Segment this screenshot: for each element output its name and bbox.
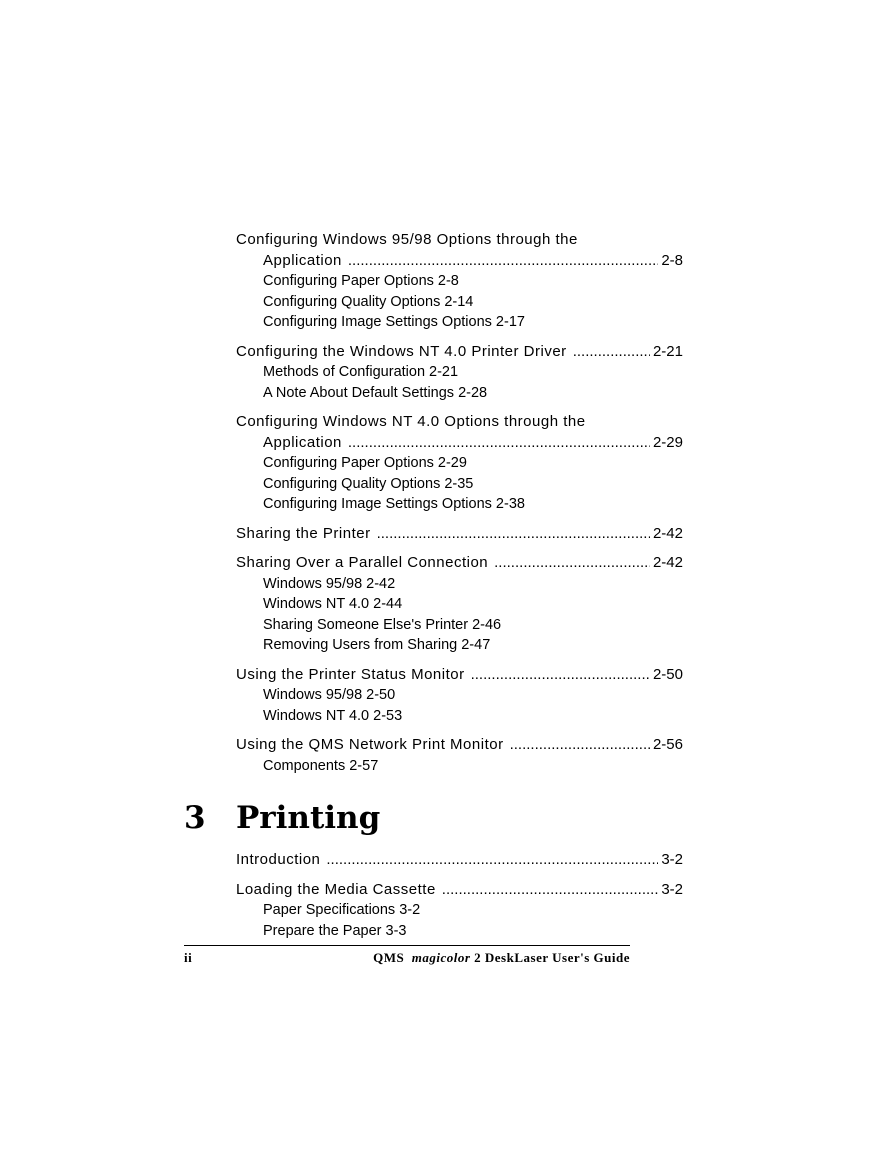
toc-entry-page: 2-50 [652,665,683,683]
toc-subentry: Prepare the Paper 3-3 [263,922,407,939]
toc-subentry: Configuring Quality Options 2-35 [263,475,474,492]
toc-entry [236,850,683,871]
book-title-rest: 2 DeskLaser User's Guide [474,950,630,965]
dot-leader [471,665,650,686]
toc-subentry: Sharing Someone Else's Printer 2-46 [263,616,502,633]
toc-entry [236,665,683,727]
toc-entry-page: 2-8 [661,251,683,269]
dot-leader [326,850,658,871]
toc-subentry: Removing Users from Sharing 2-47 [263,637,491,653]
toc-entry-title: Introduction [236,851,321,868]
toc-subentry: Configuring Paper Options 2-29 [263,455,467,471]
toc-subentry: Windows 95/98 2-50 [263,687,396,703]
toc-subentry: Configuring Quality Options 2-14 [263,293,474,310]
toc-subentry: Configuring Image Settings Options 2-17 [263,314,525,330]
toc-entry-title: Sharing the Printer [236,524,371,542]
toc-entry-page: 3-2 [661,880,683,898]
dot-leader [348,251,658,272]
book-product: magicolor [411,950,471,965]
toc-subentry: Windows 95/98 2-42 [263,575,396,592]
toc-entry-continuation: Application [263,251,342,269]
toc-subentry: Paper Specifications 3-2 [263,902,421,918]
dot-leader [573,342,650,363]
toc-entry-page: 2-42 [652,554,683,571]
toc-entry-title: Configuring Windows NT 4.0 Options through the [236,413,586,430]
dot-leader [377,524,650,545]
page-number: ii [184,950,193,965]
toc-entry [236,553,683,656]
toc-entry [236,880,683,942]
toc-entry [236,524,683,545]
toc-entry [236,230,683,333]
toc-entry-page: 2-42 [652,524,683,542]
toc-entry-page: 2-56 [652,736,683,753]
dot-leader [510,735,650,756]
dot-leader [442,880,659,901]
page-footer [184,945,630,966]
chapter-title: Printing [236,800,381,836]
toc-entry-title: Configuring the Windows NT 4.0 Printer Driver [236,342,567,360]
chapter-2-entries [236,230,683,776]
toc-entry-title: Using the QMS Network Print Monitor [236,736,504,753]
toc-entry [236,342,683,404]
toc-entry [236,735,683,776]
toc-entry-page: 2-21 [652,342,683,360]
dot-leader [494,553,650,574]
toc-entry-continuation: Application [263,433,342,451]
table-of-contents [184,230,683,950]
toc-entry-title: Sharing Over a Parallel Connection [236,554,489,571]
toc-entry-page: 2-29 [652,433,683,451]
chapter-heading [184,800,683,836]
toc-subentry: Configuring Paper Options 2-8 [263,273,459,289]
toc-subentry: Windows NT 4.0 2-44 [263,596,403,612]
toc-subentry: A Note About Default Settings 2-28 [263,384,488,401]
chapter-3-entries [236,850,683,941]
toc-entry [236,412,683,515]
toc-entry-page: 3-2 [661,851,683,868]
toc-subentry: Methods of Configuration 2-21 [263,364,459,380]
book-brand: QMS [373,950,405,965]
toc-entry-title: Loading the Media Cassette [236,880,436,898]
toc-subentry: Configuring Image Settings Options 2-38 [263,496,525,512]
dot-leader [348,433,650,454]
toc-subentry: Windows NT 4.0 2-53 [263,707,403,724]
book-title [373,950,630,966]
toc-entry-title: Using the Printer Status Monitor [236,665,465,683]
chapter-number: 3 [184,800,206,836]
toc-entry-title: Configuring Windows 95/98 Options through the [236,231,578,248]
toc-subentry: Components 2-57 [263,757,379,774]
